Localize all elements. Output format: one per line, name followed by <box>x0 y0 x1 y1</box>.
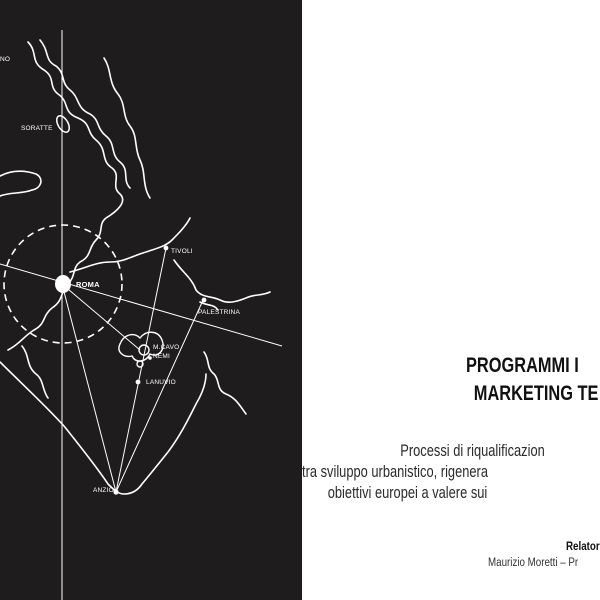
thesis-title-line-2: MARKETING TE <box>473 382 599 405</box>
title-page <box>302 0 600 600</box>
anzio-tivoli-line <box>116 248 166 492</box>
tevere-river <box>8 42 123 350</box>
roma-marker <box>55 275 71 293</box>
thesis-title <box>466 352 600 408</box>
supervisor-names: Maurizio Moretti – Pr <box>488 557 579 569</box>
anzio-marker <box>113 489 118 494</box>
nemi-marker <box>148 356 152 360</box>
map-label-tivoli: TIVOLI <box>171 248 193 255</box>
river-southwest <box>22 346 48 398</box>
roma-nemi-line <box>62 284 140 350</box>
map-label-anzio: ANZIO <box>93 487 114 494</box>
relatore-label: Relator <box>566 541 600 553</box>
roma-palestrina-axis <box>0 264 282 346</box>
thesis-subtitle-line-3: obiettivi europei a valere sui <box>327 484 488 502</box>
thesis-subtitle-line-1: Processi di riqualificazion <box>400 442 545 460</box>
map-label-monte-cavo: M.CAVO <box>153 344 180 351</box>
thesis-title-line-1: PROGRAMMI I <box>466 354 579 377</box>
lanuvio-marker <box>136 380 141 385</box>
map-label-soratte: SORATTE <box>21 125 53 132</box>
map-label-lanuvio: LANUVIO <box>146 379 176 386</box>
anzio-roma-line <box>62 284 116 492</box>
thesis-subtitle-line-2: tra sviluppo urbanistico, rigenera <box>302 463 489 481</box>
map-label-top-left: NO <box>0 56 11 63</box>
aniene-river <box>70 218 190 272</box>
tributary-north <box>104 58 150 198</box>
map-label-palestrina: PALESTRINA <box>198 309 240 316</box>
river-south <box>204 352 246 414</box>
map-label-nemi: NEMI <box>153 353 171 360</box>
tivoli-marker <box>164 246 169 251</box>
river-east <box>174 260 270 302</box>
lake-bracciano <box>0 171 41 196</box>
soratte-shape <box>54 114 72 135</box>
palestrina-marker <box>202 298 207 303</box>
tevere-river-bank <box>40 40 130 188</box>
map-label-roma: ROMA <box>76 280 100 289</box>
